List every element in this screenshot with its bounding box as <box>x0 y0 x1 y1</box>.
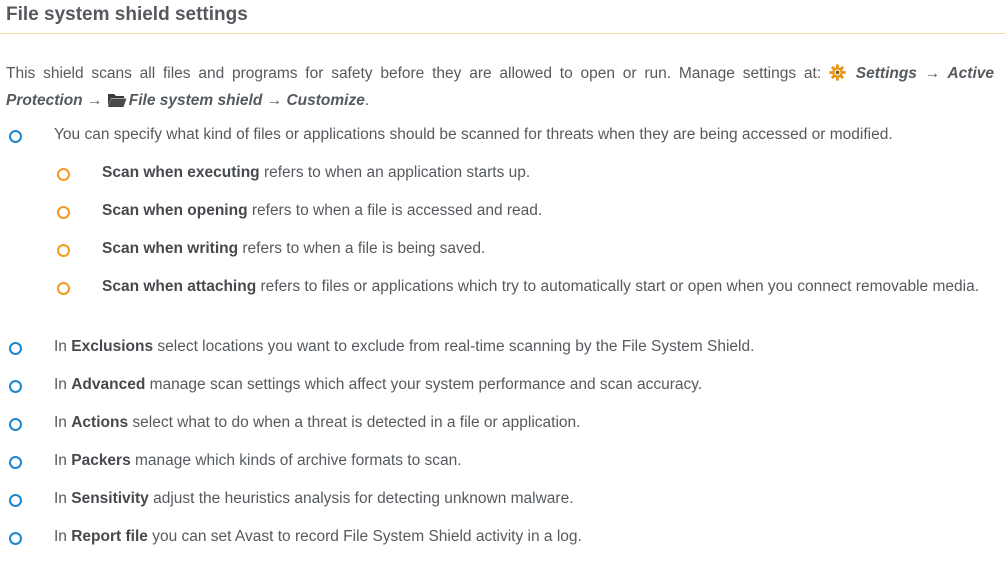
arrow-1: → <box>916 65 948 82</box>
list-item <box>102 162 994 184</box>
list-item-term: Scan when opening <box>102 202 248 219</box>
list-item <box>102 200 994 222</box>
gear-icon <box>829 64 846 89</box>
bullet-icon <box>9 456 22 469</box>
arrow-3: → <box>262 92 287 109</box>
bullet-icon <box>9 418 22 431</box>
list-item-text: You can specify what kind of files or applications should be scanned for threats when they are being accessed or modified. <box>54 126 893 143</box>
list-item-prefix: In <box>54 490 72 507</box>
list-item-term: Scan when attaching <box>102 278 257 295</box>
list-item-prefix: In <box>54 414 72 431</box>
bullet-icon <box>9 130 22 143</box>
intro-text: This shield scans all files and programs for safety before they are allowed to open or run. Manage settings at: <box>6 65 829 82</box>
list-item <box>54 374 994 396</box>
list-item-prefix: In <box>54 376 72 393</box>
list-item-text: manage scan settings which affect your system performance and scan accuracy. <box>145 376 703 393</box>
list-item-term: Report file <box>71 528 148 545</box>
list-item-term: Sensitivity <box>71 490 149 507</box>
customize-link[interactable]: Customize <box>286 92 365 109</box>
list-item-term: Packers <box>71 452 131 469</box>
list-item <box>54 450 994 472</box>
list-item-text: select locations you want to exclude from real-time scanning by the File System Shield. <box>153 338 755 355</box>
bullet-icon <box>57 244 70 257</box>
bullet-icon <box>57 168 70 181</box>
list-item <box>54 526 994 548</box>
arrow-2: → <box>82 92 107 109</box>
list-item-text: refers to files or applications which try to automatically start or open when you connect removable media. <box>256 278 979 295</box>
list-item-text: you can set Avast to record File System Shield activity in a log. <box>147 528 582 545</box>
list-item <box>54 124 994 146</box>
intro-end: . <box>364 92 370 109</box>
list-item-prefix: In <box>54 528 72 545</box>
bullet-icon <box>9 532 22 545</box>
list-item-text: manage which kinds of archive formats to scan. <box>130 452 462 469</box>
bullet-icon <box>9 342 22 355</box>
list-item-text: adjust the heuristics analysis for detecting unknown malware. <box>148 490 574 507</box>
list-item-text: refers to when an application starts up. <box>259 164 531 181</box>
bullet-icon <box>57 282 70 295</box>
list-item <box>102 238 994 260</box>
list-item-term: Exclusions <box>71 338 154 355</box>
list-item <box>54 488 994 510</box>
list-item-term: Actions <box>71 414 129 431</box>
page-title: File system shield settings <box>6 4 248 25</box>
list-item-term: Advanced <box>71 376 146 393</box>
list-item-term: Scan when writing <box>102 240 239 257</box>
list-item-term: Scan when executing <box>102 164 260 181</box>
settings-link[interactable]: Settings <box>855 65 917 82</box>
title-divider <box>0 33 1005 34</box>
file-system-shield-link[interactable]: File system shield <box>128 92 263 109</box>
list-item <box>54 336 994 358</box>
bullet-icon <box>9 494 22 507</box>
list-item-text: refers to when a file is accessed and read. <box>247 202 543 219</box>
list-item-text: refers to when a file is being saved. <box>238 240 486 257</box>
intro-paragraph <box>6 62 994 116</box>
active-protection-link[interactable]: Active Protection <box>6 65 995 109</box>
list-item <box>54 412 994 434</box>
list-item-text: select what to do when a threat is detected in a file or application. <box>128 414 581 431</box>
bullet-icon <box>9 380 22 393</box>
list-item-prefix: In <box>54 338 72 355</box>
folder-icon <box>107 92 127 116</box>
bullet-icon <box>57 206 70 219</box>
list-item <box>102 276 994 298</box>
list-item-prefix: In <box>54 452 72 469</box>
